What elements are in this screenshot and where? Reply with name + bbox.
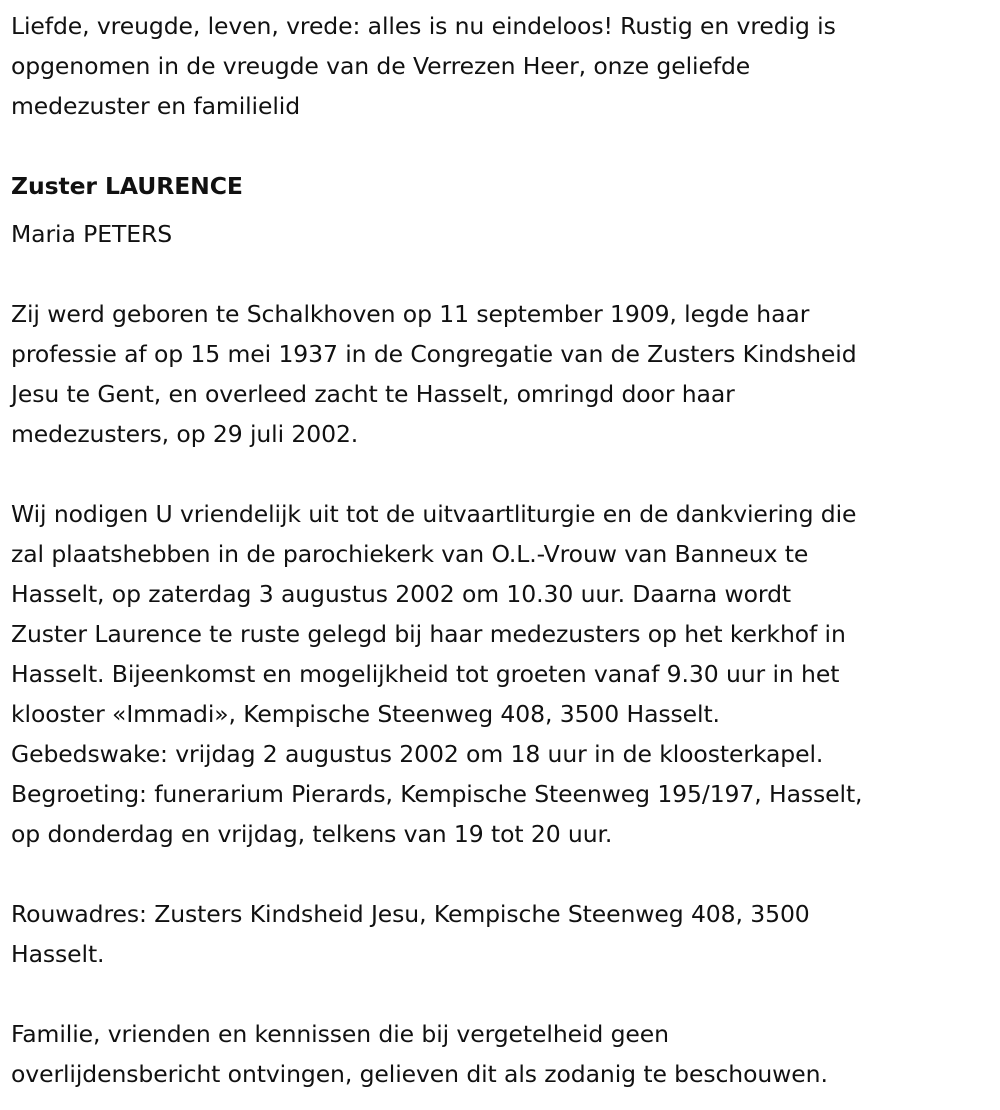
text-line: overlijdensbericht ontvingen, gelieven dit als zodanig te beschouwen. [11, 1060, 828, 1088]
text-line: Hasselt. Bijeenkomst en mogelijkheid tot groeten vanaf 9.30 uur in het [11, 660, 840, 688]
text-line: Gebedswake: vrijdag 2 augustus 2002 om 18 uur in de kloosterkapel. [11, 740, 824, 768]
religious-name: Zuster LAURENCE [11, 172, 243, 200]
mourning-address-paragraph [11, 894, 862, 974]
text-line: Zij werd geboren te Schalkhoven op 11 september 1909, legde haar [11, 300, 810, 328]
text-line: Jesu te Gent, en overleed zacht te Hasselt, omringd door haar [11, 380, 735, 408]
closing-paragraph [11, 1014, 862, 1094]
text-line: medezuster en familielid [11, 92, 301, 120]
text-line: Zuster Laurence te ruste gelegd bij haar medezusters op het kerkhof in [11, 620, 846, 648]
text-line: Liefde, vreugde, leven, vrede: alles is nu eindeloos! Rustig en vredig is [11, 12, 836, 40]
text-line: Familie, vrienden en kennissen die bij vergetelheid geen [11, 1020, 669, 1048]
obituary-notice [11, 6, 862, 1094]
civil-name: Maria PETERS [11, 220, 173, 248]
text-line: klooster «Immadi», Kempische Steenweg 408, 3500 Hasselt. [11, 700, 720, 728]
text-line: Hasselt. [11, 940, 105, 968]
text-line: Hasselt, op zaterdag 3 augustus 2002 om 10.30 uur. Daarna wordt [11, 580, 791, 608]
text-line: Begroeting: funerarium Pierards, Kempische Steenweg 195/197, Hasselt, [11, 780, 863, 808]
invitation-paragraph [11, 494, 862, 854]
intro-paragraph [11, 6, 862, 126]
text-line: professie af op 15 mei 1937 in de Congregatie van de Zusters Kindsheid [11, 340, 857, 368]
biography-paragraph [11, 294, 862, 454]
text-line: Rouwadres: Zusters Kindsheid Jesu, Kempische Steenweg 408, 3500 [11, 900, 810, 928]
text-line: medezusters, op 29 juli 2002. [11, 420, 359, 448]
civil-name-block [11, 214, 862, 254]
text-line: opgenomen in de vreugde van de Verrezen Heer, onze geliefde [11, 52, 751, 80]
text-line: Wij nodigen U vriendelijk uit tot de uitvaartliturgie en de dankviering die [11, 500, 857, 528]
text-line: op donderdag en vrijdag, telkens van 19 tot 20 uur. [11, 820, 613, 848]
text-line: zal plaatshebben in de parochiekerk van O.L.-Vrouw van Banneux te [11, 540, 809, 568]
